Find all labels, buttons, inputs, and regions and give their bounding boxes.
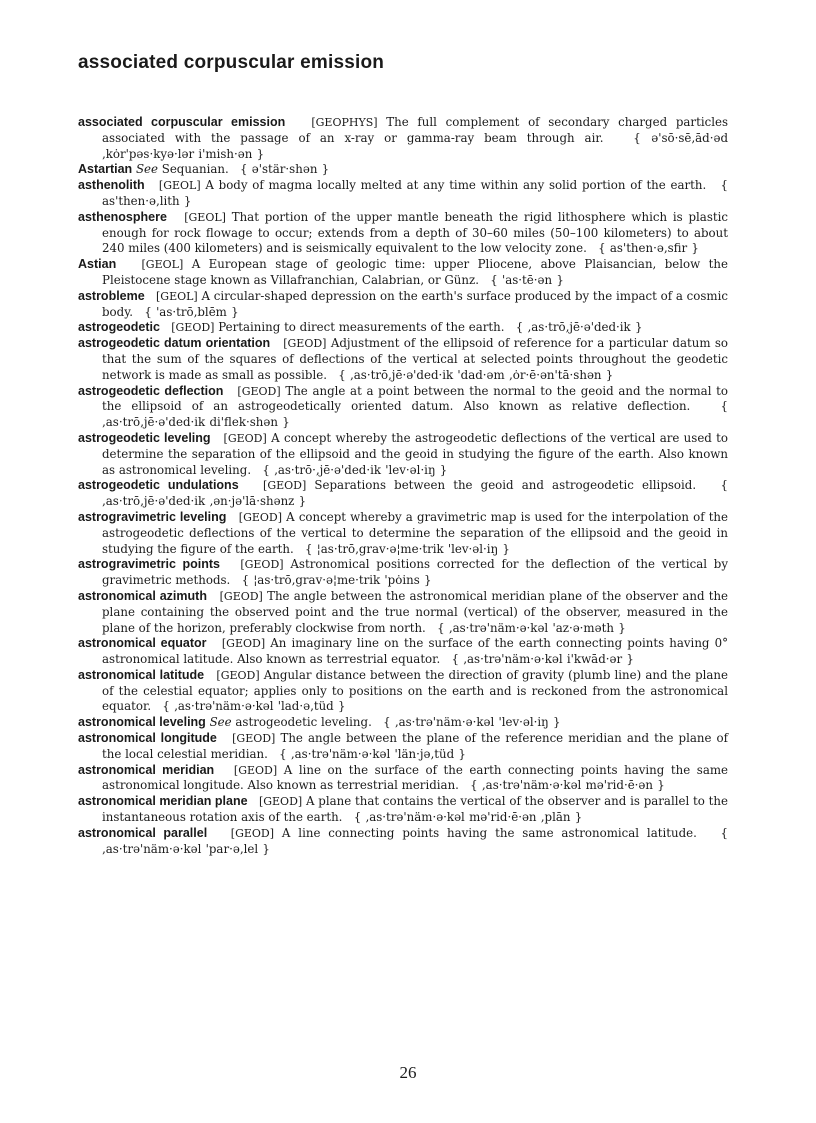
entry bbox=[78, 794, 728, 826]
subject-label: [GEOD] bbox=[223, 431, 267, 445]
running-head: associated corpuscular emission bbox=[78, 52, 385, 73]
headword: astrobleme bbox=[78, 288, 145, 303]
pronunciation: { 'as·tē·ən } bbox=[490, 272, 564, 287]
subject-label: [GEOD] bbox=[230, 826, 275, 840]
pronunciation: { ə'sō·sē‚ād·əd ‚kȯr'pəs·kyə·lər i'mish·ən } bbox=[102, 130, 729, 161]
pronunciation: { ‚as·trō‚jē·ə'ded·ik di'flek·shən } bbox=[102, 399, 728, 430]
pronunciation: { ‚as·trə'näm·ə·kəl 'az·ə·məth } bbox=[437, 620, 626, 635]
subject-label: [GEOD] bbox=[219, 589, 263, 603]
definition: A concept whereby a gravimetric map is used for the interpolation of the astrogeodetic deflections of the vertical to determine the separation of the ellipsoid and the geoid in studying the figure of the earth. bbox=[102, 509, 729, 556]
headword: asthenolith bbox=[78, 178, 145, 193]
pronunciation: { ‚as·trə'näm·ə·kəl mə'rid·ē·ən ‚plān } bbox=[353, 810, 583, 825]
subject-label: [GEOL] bbox=[184, 210, 226, 224]
pronunciation: { ə'stär·shən } bbox=[239, 162, 330, 177]
pronunciation: { ‚as·trō·‚jē·ə'ded·ik 'lev·əl·iŋ } bbox=[262, 462, 448, 477]
subject-label: [GEOD] bbox=[233, 763, 278, 777]
headword: astronomical azimuth bbox=[78, 588, 207, 603]
definition: A European stage of geologic time: upper Pliocene, above Plaisancian, below the Pleistocene stage known as Villafranchian, Calabrian, or Günz. bbox=[102, 257, 728, 287]
definition: astrogeodetic leveling. bbox=[235, 715, 372, 730]
subject-label: [GEOD] bbox=[283, 337, 327, 351]
see-label: See bbox=[209, 715, 232, 730]
subject-label: [GEOD] bbox=[258, 795, 303, 809]
subject-label: [GEOL] bbox=[158, 179, 201, 193]
pronunciation: { ‚as·trō‚jē·ə'ded·ik ‚ən·jə'lā·shənz } bbox=[102, 478, 729, 509]
headword: astronomical meridian plane bbox=[78, 794, 248, 809]
page-number: 26 bbox=[399, 1063, 417, 1082]
entry bbox=[78, 715, 728, 731]
pronunciation: { ‚as·trə'näm·ə·kəl mə'rid·ē·ən } bbox=[470, 778, 665, 793]
subject-label: [GEOD] bbox=[171, 321, 215, 335]
subject-label: [GEOD] bbox=[232, 732, 276, 746]
headword: astrogeodetic datum orientation bbox=[78, 336, 271, 351]
subject-label: [GEOD] bbox=[237, 384, 281, 398]
pronunciation: { ¦as·trō‚grav·ə¦me·trik 'lev·əl·iŋ } bbox=[305, 541, 510, 556]
headword: astronomical longitude bbox=[78, 731, 217, 746]
definition: A plane that contains the vertical of the observer and is parallel to the instantaneous rotation axis of the earth. bbox=[102, 794, 728, 825]
definition: A line on the surface of the earth connecting points having the same astronomical longitude. Also known as terrestrial meridian. bbox=[102, 762, 729, 793]
headword: astrogeodetic bbox=[78, 320, 160, 335]
headword: astronomical equator bbox=[78, 636, 207, 651]
entry bbox=[78, 557, 728, 589]
entry bbox=[78, 731, 728, 763]
definition: Separations between the geoid and astrogeodetic ellipsoid. bbox=[314, 478, 697, 493]
headword: associated corpuscular emission bbox=[78, 115, 286, 129]
subject-label: [GEOL] bbox=[141, 258, 184, 272]
definition: A concept whereby the astrogeodetic deflections of the vertical are used to determine the separation of the ellipsoid and the geoid in studying the figure of the earth. Also known as astronomical leveling. bbox=[102, 430, 729, 477]
entry bbox=[78, 320, 728, 336]
headword: astronomical parallel bbox=[78, 825, 208, 840]
entry bbox=[78, 478, 728, 510]
headword: astrogeodetic leveling bbox=[78, 430, 211, 445]
definition: A body of magma locally melted at any time within any solid portion of the earth. bbox=[205, 178, 707, 193]
definition: The angle between the plane of the reference meridian and the plane of the local celestial meridian. bbox=[102, 731, 729, 761]
entry bbox=[78, 210, 728, 257]
headword: astronomical meridian bbox=[78, 762, 215, 777]
subject-label: [GEOD] bbox=[263, 479, 307, 493]
headword: astrogravimetric leveling bbox=[78, 509, 227, 524]
pronunciation: { 'as·trō‚blēm } bbox=[144, 304, 239, 319]
entry bbox=[78, 336, 728, 383]
pronunciation: { as'then·ə‚lith } bbox=[102, 178, 728, 208]
pronunciation: { ‚as·trə'näm·ə·kəl 'lad·ə‚tüd } bbox=[162, 699, 346, 714]
entry-list bbox=[78, 115, 728, 857]
pronunciation: { ‚as·trə'näm·ə·kəl 'par·ə‚lel } bbox=[102, 825, 729, 856]
definition: A circular-shaped depression on the earth's surface produced by the impact of a cosmic body. bbox=[102, 288, 728, 319]
headword: Astian bbox=[78, 257, 117, 272]
definition: Angular distance between the direction of gravity (plumb line) and the plane of the celestial equator; applies only to positions on the earth and is reckoned from the astronomical equator. bbox=[102, 667, 729, 714]
pronunciation: { ‚as·trō‚jē·ə'ded·ik } bbox=[515, 320, 643, 335]
headword: astrogeodetic undulations bbox=[78, 478, 239, 493]
subject-label: [GEOD] bbox=[238, 510, 283, 524]
entry bbox=[78, 431, 728, 478]
definition: That portion of the upper mantle beneath the rigid lithosphere which is plastic enough for rock flowage to occur; extends from a depth of 30–60 miles (50–100 kilometers) to about 240 miles (400 kilometers) and is seismically equivalent to the low velocity zone. bbox=[102, 209, 728, 256]
headword: astrogeodetic deflection bbox=[78, 383, 224, 398]
definition: An imaginary line on the surface of the earth connecting points having 0° astronomical latitude. Also known as terrestrial equator. bbox=[102, 636, 729, 667]
entry bbox=[78, 289, 728, 321]
entry bbox=[78, 115, 728, 162]
pronunciation: { ¦as·trō‚grav·ə¦me·trik 'pȯins } bbox=[241, 573, 432, 588]
pronunciation: { as'then·ə‚sfir } bbox=[598, 241, 699, 256]
entry bbox=[78, 668, 728, 715]
subject-label: [GEOD] bbox=[216, 668, 260, 682]
entry bbox=[78, 384, 728, 431]
definition: The angle at a point between the normal to the geoid and the normal to the ellipsoid of an astrogeodetically oriented datum. Also known as relative deflection. bbox=[102, 383, 729, 414]
entry bbox=[78, 589, 728, 636]
definition: Sequanian. bbox=[161, 162, 229, 177]
definition: The full complement of secondary charged particles associated with the passage of an x-ray or gamma-ray beam through air. bbox=[102, 115, 729, 145]
headword: asthenosphere bbox=[78, 209, 167, 224]
pronunciation: { ‚as·trə'näm·ə·kəl i'kwād·ər } bbox=[451, 652, 634, 667]
entry bbox=[78, 826, 728, 858]
headword: astrogravimetric points bbox=[78, 557, 220, 572]
entry bbox=[78, 510, 728, 557]
definition: Adjustment of the ellipsoid of reference for a particular datum so that the sum of the squares of deflections of the vertical at selected points throughout the geodetic network is made as small as possible. bbox=[102, 336, 729, 382]
subject-label: [GEOL] bbox=[155, 289, 198, 303]
entry bbox=[78, 636, 728, 668]
headword: Astartian bbox=[78, 162, 133, 177]
subject-label: [GEOD] bbox=[240, 558, 284, 572]
pronunciation: { ‚as·trə'näm·ə·kəl 'lev·əl·iŋ } bbox=[383, 715, 561, 730]
entry bbox=[78, 178, 728, 210]
entry bbox=[78, 257, 728, 289]
entry bbox=[78, 162, 728, 178]
subject-label: [GEOPHYS] bbox=[311, 116, 378, 129]
see-label: See bbox=[135, 162, 158, 177]
definition: The angle between the astronomical meridian plane of the observer and the plane containing the observed point and the true normal (vertical) of the observer, measured in the plane of the horizon, preferably clockwise from north. bbox=[102, 588, 729, 635]
headword: astronomical latitude bbox=[78, 667, 205, 682]
entry bbox=[78, 763, 728, 795]
definition: A line connecting points having the same astronomical latitude. bbox=[281, 825, 697, 840]
subject-label: [GEOD] bbox=[221, 637, 266, 651]
headword: astronomical leveling bbox=[78, 715, 206, 730]
definition: Astronomical positions corrected for the deflection of the vertical by gravimetric methods. bbox=[102, 557, 729, 588]
pronunciation: { ‚as·trə'näm·ə·kəl 'län·jə‚tüd } bbox=[279, 746, 466, 761]
definition: Pertaining to direct measurements of the earth. bbox=[218, 320, 505, 335]
pronunciation: { ‚as·trō‚jē·ə'ded·ik 'dad·əm ‚ȯr·ē·ən'tā·shən } bbox=[338, 367, 614, 382]
